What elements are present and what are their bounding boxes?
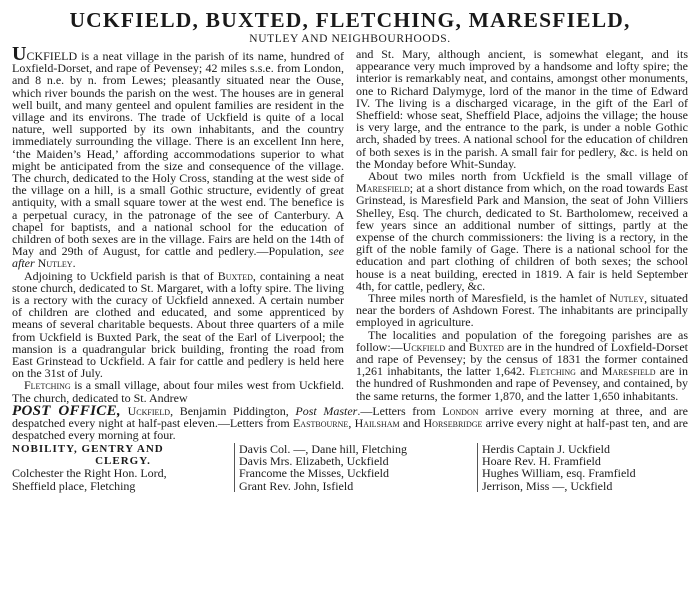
small-caps-text: Buxted xyxy=(468,339,504,354)
text-run: ; at a short distance from which, on the road towards East Grinstead, is Maresfield Park and Mansion, the seat of John Villiers Shelley, Esq. The church, dedicated to St. Bartholomew, received a few years since an additional number of sittings, partly at the expense of the church commissioners: the living is a rectory, in the gift of the noble family of Gage. There is a national school for the education and part clothing of children of both sexes; the school house is a neat building, erected in 1819. A fair is held September 4th, for cattle, pedlery, &c. xyxy=(356,181,688,293)
text-run: , containing a neat stone church, dedicated to St. Margaret, with a lofty spire. The living is a rectory with the curacy of Uckfield annexed. A certain number of children are clothed and educated, and some apprenticed by means of several charitable bequests. About three quarters of a mile from Uckfield is Buxted Park, the seat of the Earl of Liverpool; the mansion is a quadrangular brick building, fronting the road from East Grinstead to Uckfield. A fair for cattle and pedlery is held here on the 31st of July. xyxy=(12,268,344,381)
italic-text: Post Master xyxy=(295,403,358,418)
small-caps-text: Uckfield xyxy=(402,339,446,354)
directory-entry: Hughes William, esq. Framfield xyxy=(482,466,636,481)
directory-entry: Jerrison, Miss —, Uckfield xyxy=(482,478,613,493)
small-caps-text: Eastbourne xyxy=(292,416,349,431)
small-caps-text: Hailsham xyxy=(354,416,400,431)
text-run: .—Letters from xyxy=(357,403,443,418)
directory-entry: Colchester the Right Hon. Lord, xyxy=(12,466,167,481)
left-column xyxy=(12,43,344,405)
text-run: . xyxy=(72,256,76,271)
text-run: and St. Mary, although ancient, is somewhat elegant, and its appearance very much improved by a handsome and lofty spire; the interior is remarkably neat, and contains, amongst other monuments, one to Richard Dalymyge, lord of the manor in the time of Edward IV. The living is a discharged vicarage, in the gift of the Earl of Sheffield: whose seat, Sheffield Place, adjoins the village; the house is very large, and the entrance to the park, is under a noble Gothic arch, shaded by trees. A national school for the education of children of both sexes is in the parish. A small fair for pedlery, &c. is held on the Monday before Whit-Sunday. xyxy=(356,47,688,171)
small-caps-text: London xyxy=(442,403,479,418)
italic-text: see after xyxy=(12,244,344,271)
small-caps-text: CKFIELD xyxy=(26,49,78,63)
text-run: and xyxy=(575,364,602,379)
small-caps-text: Buxted xyxy=(217,268,253,283)
directory-entry: Grant Rev. John, Isfield xyxy=(239,478,354,493)
small-caps-text: Uckfield xyxy=(127,403,171,418)
small-caps-text: Nutley xyxy=(609,291,645,306)
directory-entry: Davis Mrs. Elizabeth, Uckfield xyxy=(239,453,389,468)
directory-column-3 xyxy=(477,443,682,493)
directory-entry: Sheffield place, Fletching xyxy=(12,478,136,493)
paragraph xyxy=(12,43,344,271)
paragraph xyxy=(356,170,688,292)
gentry-directory xyxy=(12,443,688,493)
text-run: is a neat village in the parish of its name, hundred of Loxfield-Dorset, and rape of Pevensey; 42 miles s.s.e. from London, and 8 n.e. by n. from Lewes; pleasantly situated near the Ouse, which river bounds the parish on the west. The houses are in general well built, and many genteel and opulent families are resident in the village and its environs. The trade of Uckfield is quite of a local nature, well supported by its own inhabitants, and the country immediately surrounding the village. There is an excellent Inn here, ‘the Maiden’s Head,’ affording accommodations superior to what might be anticipated from the size and consequence of the village. The church, dedicated to the Holy Cross, standing at the west side of the village on a hill, is a small Gothic structure, evidently of great antiquity, with a small square tower at the west end. The benefice is a perpetual curacy, in the patronage of the see of Canterbury. A chapel for baptists, and a national school for the education of children of both sexes are in the village. Fairs are held on the 14th of May and 29th of August, for cattle and pedlery.—Population, xyxy=(12,49,344,259)
small-caps-text: Maresfield xyxy=(356,181,410,196)
directory-entry: Herdis Captain J. Uckfield xyxy=(482,441,610,456)
text-run: The localities and population of the foregoing parishes are as follow:— xyxy=(356,327,688,354)
page-title: UCKFIELD, BUXTED, FLETCHING, MARESFIELD, xyxy=(69,8,631,32)
small-caps-text: Horsebridge xyxy=(423,416,483,431)
text-run: , xyxy=(348,416,355,431)
text-run: arrive every morning at three, and are despatched every night at half-past eleven.—Letters from xyxy=(12,403,688,431)
paragraph xyxy=(356,48,688,170)
text-run: , Benjamin Piddington, xyxy=(170,403,296,418)
text-run: Adjoining to Uckfield parish is that of xyxy=(24,268,218,283)
text-run: are in the hundred of Rushmonden and rape of Pevensey, and contained, by the same returns, the former 1,870, and the latter 1,650 inhabitants. xyxy=(356,364,688,403)
small-caps-text: Fletching xyxy=(529,364,576,379)
text-run: Three miles north of Maresfield, is the hamlet of xyxy=(368,291,610,306)
paragraph xyxy=(356,329,688,402)
paragraph xyxy=(12,270,344,380)
directory-heading-line-1: NOBILITY, GENTRY AND xyxy=(12,442,164,455)
directory-entry: Davis Col. —, Dane hill, Fletching xyxy=(239,441,407,456)
directory-heading-line-2: CLERGY. xyxy=(95,454,151,467)
drop-cap: U xyxy=(12,43,27,65)
post-office-heading: POST OFFICE, xyxy=(12,402,121,419)
small-caps-text: Maresfield xyxy=(601,364,656,379)
post-office-paragraph xyxy=(12,402,688,443)
directory-entry: Hoare Rev. H. Framfield xyxy=(482,453,601,468)
text-run: is a small village, about four miles west from Uckfield. The church, dedicated to St. Andrew xyxy=(12,378,344,405)
text-run: and xyxy=(445,339,469,354)
text-run: arrive every night at half-past ten, and are despatched every morning at four. xyxy=(12,416,688,443)
right-column xyxy=(356,48,688,404)
page-subtitle: NUTLEY AND NEIGHBOURHOODS. xyxy=(249,33,451,45)
directory-column-2 xyxy=(234,443,477,493)
text-run: and xyxy=(399,416,424,431)
small-caps-text: Fletching xyxy=(24,378,71,393)
text-run: , situated near the borders of Ashdown Forest. The inhabitants are principally employed in agriculture. xyxy=(356,291,688,330)
directory-column-1 xyxy=(12,443,234,493)
text-run: About two miles north from Uckfield is the small village of xyxy=(368,169,688,184)
paragraph xyxy=(12,379,344,403)
paragraph xyxy=(356,292,688,329)
small-caps-text: Nutley xyxy=(37,256,73,271)
directory-entry: Francome the Misses, Uckfield xyxy=(239,466,389,481)
text-run: are in the hundred of Loxfield-Dorset and rape of Pevensey; by the census of 1831 the former contained 1,261 inhabitants, the latter 1,642. xyxy=(356,339,688,379)
article-columns xyxy=(12,43,688,405)
